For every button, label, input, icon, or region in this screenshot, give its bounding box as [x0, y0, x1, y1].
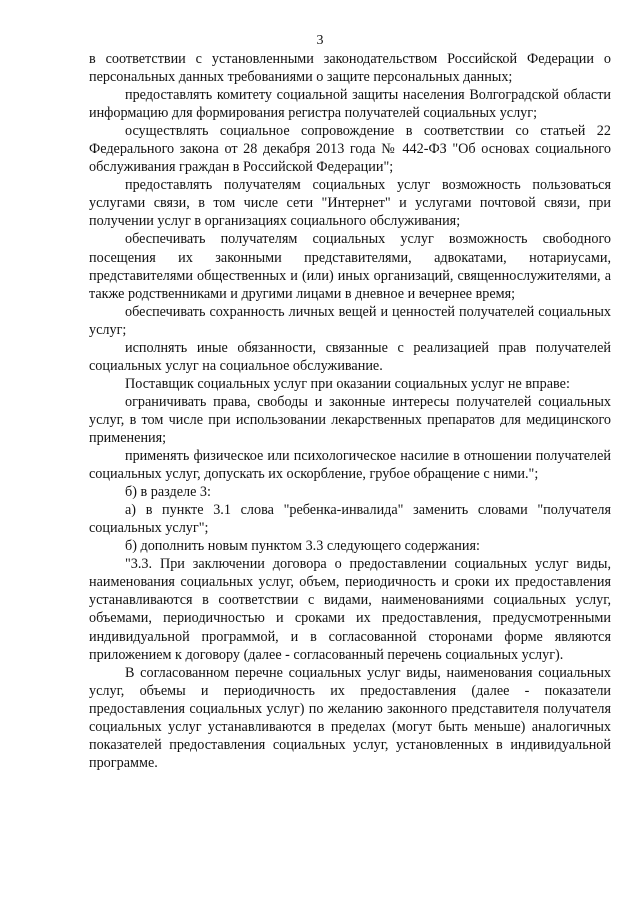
- paragraph: "3.3. При заключении договора о предоставлении социальных услуг виды, наименования социальных услуг, объем, периодичность и сроки их предоставления устанавливаются в соответствии с видами, наименованиями социальных услуг, объемами, периодичностью и сроками их предоставления, предусмотренными индивидуальной программой, и в согласованной сторонами форме являются приложением к договору (далее - согласованный перечень социальных услуг).: [89, 556, 611, 663]
- paragraph: б) в разделе 3:: [125, 484, 211, 501]
- paragraph: применять физическое или психологическое насилие в отношении получателей социальных услуг, допускать их оскорбление, грубое обращение с ними.";: [89, 448, 611, 483]
- paragraph: б) дополнить новым пунктом 3.3 следующего содержания:: [125, 538, 480, 555]
- paragraph: обеспечивать сохранность личных вещей и ценностей получателей социальных услуг;: [89, 303, 611, 338]
- paragraph: осуществлять социальное сопровождение в соответствии со статьей 22 Федерального закона от 28 декабря 2013 года № 442-ФЗ "Об основах социального обслуживания граждан в Российской Федерации";: [89, 123, 611, 176]
- paragraph: В согласованном перечне социальных услуг виды, наименования социальных услуг, объемы и периодичность их предоставления (далее - показатели предоставления социальных услуг) по желанию законного представителя получателя социальных услуг устанавливаются в пределах (могут быть меньше) аналогичных показателей предоставления социальных услуг, установленных в индивидуальной программе.: [89, 664, 611, 771]
- paragraph: исполнять иные обязанности, связанные с реализацией прав получателей социальных услуг на социальное обслуживание.: [89, 339, 611, 374]
- document-body: [89, 50, 611, 772]
- page-number: 3: [316, 33, 324, 48]
- paragraph: предоставлять получателям социальных услуг возможность пользоваться услугами связи, в том числе сети "Интернет" и услугами почтовой связи, при получении услуг в организациях социального обслуживания;: [89, 177, 611, 230]
- paragraph: а) в пункте 3.1 слова "ребенка-инвалида" заменить словами "получателя социальных услуг";: [89, 502, 611, 537]
- paragraph: ограничивать права, свободы и законные интересы получателей социальных услуг, в том числе при использовании лекарственных препаратов для медицинского применения;: [89, 393, 611, 446]
- paragraph: обеспечивать получателям социальных услуг возможность свободного посещения их законными представителями, адвокатами, нотариусами, представителями общественных и (или) иных организаций, священнослужителями, а также родственниками и другими лицами в дневное и вечернее время;: [89, 231, 611, 302]
- paragraph: Поставщик социальных услуг при оказании социальных услуг не вправе:: [125, 375, 570, 392]
- paragraph: предоставлять комитету социальной защиты населения Волгоградской области информацию для формирования регистра получателей социальных услуг;: [89, 87, 611, 122]
- paragraph: в соответствии с установленными законодательством Российской Федерации о персональных данных требованиями о защите персональных данных;: [89, 51, 611, 86]
